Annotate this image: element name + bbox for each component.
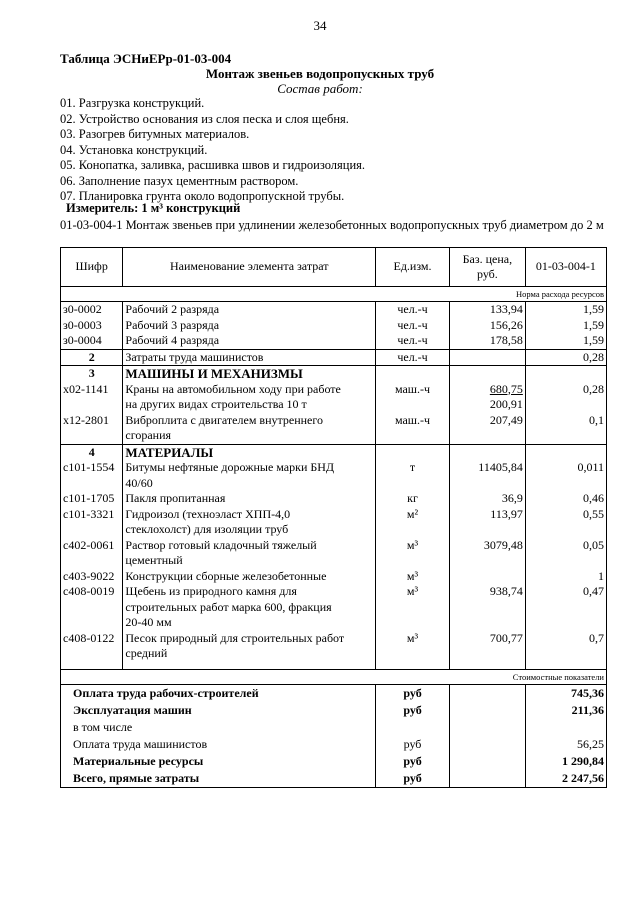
total-unit: руб bbox=[376, 770, 450, 788]
row-code: с408-0019 bbox=[61, 584, 123, 631]
section-row-machines bbox=[61, 366, 607, 382]
total-row bbox=[61, 685, 607, 703]
row-name: Рабочий 4 разряда bbox=[123, 333, 376, 349]
row-code: с101-3321 bbox=[61, 507, 123, 538]
operation-item: 05. Конопатка, заливка, расшивка швов и гидроизоляция. bbox=[60, 158, 366, 172]
row-name: Конструкции сборные железобетонные bbox=[123, 569, 376, 585]
row-name-line: на других видах строительства 10 т bbox=[125, 397, 307, 411]
header-price: Баз. цена, руб. bbox=[449, 248, 525, 287]
row-code: з0-0003 bbox=[61, 318, 123, 334]
row-code: з0-0002 bbox=[61, 302, 123, 318]
total-unit: руб bbox=[376, 753, 450, 770]
table-row bbox=[61, 318, 607, 334]
row-name bbox=[123, 382, 376, 413]
row-price: 133,94 bbox=[449, 302, 525, 318]
total-value: 211,36 bbox=[525, 702, 606, 719]
row-code: х12-2801 bbox=[61, 413, 123, 445]
row-name: Пакля пропитанная bbox=[123, 491, 376, 507]
row-unit: маш.-ч bbox=[376, 382, 450, 413]
table-code: Таблица ЭСНиЕРр-01-03-004 bbox=[60, 51, 232, 66]
table-row bbox=[61, 302, 607, 318]
table-row bbox=[61, 333, 607, 349]
row-unit: м² bbox=[376, 507, 450, 538]
row-name-line: Битумы нефтяные дорожные марки БНД bbox=[125, 460, 335, 474]
row-code: з0-0004 bbox=[61, 333, 123, 349]
row-price: 11405,84 bbox=[449, 460, 525, 491]
row-price: 700,77 bbox=[449, 631, 525, 662]
row-unit: м³ bbox=[376, 631, 450, 662]
row-unit: м³ bbox=[376, 584, 450, 631]
row-unit: чел.-ч bbox=[376, 349, 450, 366]
row-unit: м³ bbox=[376, 538, 450, 569]
table-spacer-row bbox=[61, 662, 607, 670]
row-name-line: Виброплита с двигателем внутреннего bbox=[125, 412, 324, 427]
table-row bbox=[61, 413, 607, 445]
row-name bbox=[123, 631, 376, 662]
cost-caption-row bbox=[61, 670, 607, 685]
row-name-line: цементный bbox=[125, 553, 183, 567]
row-price: 3079,48 bbox=[449, 538, 525, 569]
row-norm: 0,28 bbox=[525, 382, 606, 413]
total-unit: руб bbox=[376, 702, 450, 719]
total-row bbox=[61, 702, 607, 719]
row-price: 113,97 bbox=[449, 507, 525, 538]
row-code: с101-1705 bbox=[61, 491, 123, 507]
meter-line: Измеритель: 1 м³ конструкций bbox=[66, 201, 241, 215]
total-row bbox=[61, 770, 607, 788]
item-description: 01-03-004-1 Монтаж звеньев при удлинении железобетонных водопропускных труб диаметром до 2 м bbox=[60, 218, 604, 232]
row-price: 178,58 bbox=[449, 333, 525, 349]
row-price-line: 200,91 bbox=[489, 397, 523, 411]
row-norm: 1,59 bbox=[525, 302, 606, 318]
table-row bbox=[61, 460, 607, 491]
operation-item: 04. Установка конструкций. bbox=[60, 142, 208, 157]
row-name-line: Краны на автомобильном ходу при работе bbox=[125, 381, 341, 396]
row-name-line: Гидроизол (техноэласт ХПП-4,0 bbox=[125, 506, 291, 521]
operation-item: 07. Планировка грунта около водопропускной трубы. bbox=[60, 189, 345, 203]
row-code: с403-9022 bbox=[61, 569, 123, 585]
row-name bbox=[123, 538, 376, 569]
total-value: 745,36 bbox=[525, 685, 606, 703]
row-name-line: Песок природный для строительных работ bbox=[125, 630, 345, 645]
row-unit: т bbox=[376, 460, 450, 491]
operation-item: 06. Заполнение пазух цементным раствором. bbox=[60, 173, 299, 188]
row-price: 938,74 bbox=[449, 584, 525, 631]
total-label: в том числе bbox=[61, 719, 376, 736]
cost-caption: Стоимостные показатели bbox=[61, 670, 607, 685]
row-unit: кг bbox=[376, 491, 450, 507]
row-norm: 0,47 bbox=[525, 584, 606, 631]
row-unit: чел.-ч bbox=[376, 318, 450, 334]
resource-table bbox=[60, 247, 607, 788]
row-name-line: строительных работ марка 600, фракция bbox=[125, 599, 332, 614]
total-row bbox=[61, 719, 607, 736]
operation-item: 03. Разогрев битумных материалов. bbox=[60, 127, 250, 141]
total-row bbox=[61, 736, 607, 753]
row-name bbox=[123, 460, 376, 491]
header-name: Наименование элемента затрат bbox=[123, 248, 376, 287]
document-subtitle: Состав работ: bbox=[277, 81, 363, 96]
row-name-line: средний bbox=[125, 646, 168, 660]
table-row bbox=[61, 491, 607, 507]
header-code: Шифр bbox=[61, 248, 123, 287]
total-value bbox=[525, 719, 606, 736]
header-norm: 01-03-004-1 bbox=[525, 248, 606, 287]
total-value: 1 290,84 bbox=[525, 753, 606, 770]
total-label: Эксплуатация машин bbox=[61, 702, 376, 719]
table-row bbox=[61, 507, 607, 538]
row-norm: 1 bbox=[525, 569, 606, 585]
row-unit: чел.-ч bbox=[376, 333, 450, 349]
operations-list bbox=[60, 96, 365, 205]
row-name: Затраты труда машинистов bbox=[123, 349, 376, 366]
row-norm: 0,28 bbox=[525, 349, 606, 366]
row-name-line: 40/60 bbox=[125, 475, 153, 490]
total-unit: руб bbox=[376, 685, 450, 703]
norm-caption: Норма расхода ресурсов bbox=[61, 287, 607, 302]
row-code: 2 bbox=[61, 349, 123, 366]
row-name-line: сгорания bbox=[125, 428, 172, 442]
row-name-line: 20-40 мм bbox=[125, 615, 172, 629]
row-unit: маш.-ч bbox=[376, 413, 450, 445]
row-norm: 0,1 bbox=[525, 413, 606, 445]
section-number: 4 bbox=[61, 444, 123, 460]
row-norm: 1,59 bbox=[525, 318, 606, 334]
row-norm: 0,011 bbox=[525, 460, 606, 491]
row-price bbox=[449, 569, 525, 585]
row-code: с408-0122 bbox=[61, 631, 123, 662]
row-norm: 0,05 bbox=[525, 538, 606, 569]
operation-item: 02. Устройство основания из слоя песка и слоя щебня. bbox=[60, 111, 349, 126]
total-label: Материальные ресурсы bbox=[61, 753, 376, 770]
document-title: Монтаж звеньев водопропускных труб bbox=[205, 66, 435, 81]
row-name-line: Раствор готовый кладочный тяжелый bbox=[125, 537, 317, 552]
row-price: 207,49 bbox=[449, 413, 525, 445]
section-title: МАШИНЫ И МЕХАНИЗМЫ bbox=[123, 366, 376, 382]
row-name-line: Щебень из природного камня для bbox=[125, 584, 297, 598]
row-norm: 0,46 bbox=[525, 491, 606, 507]
total-row bbox=[61, 753, 607, 770]
row-code: с402-0061 bbox=[61, 538, 123, 569]
section-number: 3 bbox=[61, 366, 123, 382]
table-row bbox=[61, 569, 607, 585]
operation-item: 01. Разгрузка конструкций. bbox=[60, 96, 205, 110]
table-row bbox=[61, 538, 607, 569]
row-name bbox=[123, 413, 376, 445]
row-name-line: стеклохолст) для изоляции труб bbox=[125, 522, 289, 536]
row-price bbox=[449, 382, 525, 413]
row-norm: 1,59 bbox=[525, 333, 606, 349]
norm-caption-row bbox=[61, 287, 607, 302]
row-unit: чел.-ч bbox=[376, 302, 450, 318]
section-title: МАТЕРИАЛЫ bbox=[123, 444, 376, 460]
table-row bbox=[61, 584, 607, 631]
row-norm: 0,55 bbox=[525, 507, 606, 538]
row-price bbox=[449, 349, 525, 366]
table-header-row bbox=[61, 248, 607, 287]
section-row-materials bbox=[61, 444, 607, 460]
total-value: 56,25 bbox=[525, 736, 606, 753]
row-norm: 0,7 bbox=[525, 631, 606, 662]
total-label: Всего, прямые затраты bbox=[61, 770, 376, 788]
table-row bbox=[61, 382, 607, 413]
total-unit: руб bbox=[376, 736, 450, 753]
total-label: Оплата труда рабочих-строителей bbox=[61, 685, 376, 703]
total-unit bbox=[376, 719, 450, 736]
page-number: 34 bbox=[313, 18, 327, 33]
row-name: Рабочий 3 разряда bbox=[123, 318, 376, 334]
row-name bbox=[123, 584, 376, 631]
total-value: 2 247,56 bbox=[525, 770, 606, 788]
table-row bbox=[61, 631, 607, 662]
row-code: с101-1554 bbox=[61, 460, 123, 491]
row-name bbox=[123, 507, 376, 538]
header-unit: Ед.изм. bbox=[376, 248, 450, 287]
row-name: Рабочий 2 разряда bbox=[123, 302, 376, 318]
row-price: 156,26 bbox=[449, 318, 525, 334]
total-label: Оплата труда машинистов bbox=[61, 736, 376, 753]
row-price: 36,9 bbox=[449, 491, 525, 507]
row-code: х02-1141 bbox=[61, 382, 123, 413]
table-row bbox=[61, 349, 607, 366]
row-unit: м³ bbox=[376, 569, 450, 585]
row-price-line: 680,75 bbox=[489, 381, 523, 396]
